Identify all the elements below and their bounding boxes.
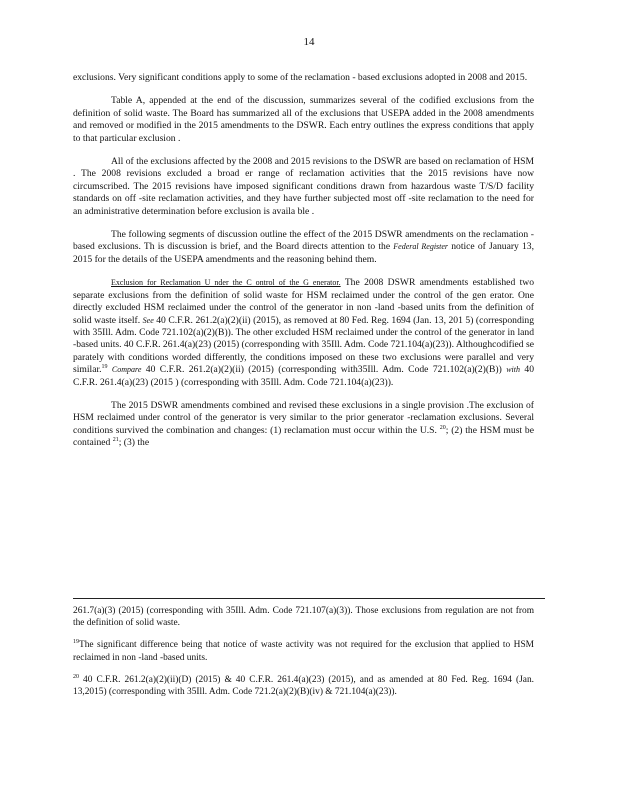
paragraph-6 [73, 400, 534, 450]
p5-text-d: 40 C.F.R. 261.4(a)(23) (2015 ) (corresponding with 35Ill. Adm. Code 721.104(a)(23)). [73, 364, 534, 388]
p5-text-a: The 2008 DSWR amendments established two separate exclusions from the definition of solid waste for HSM reclaimed under the control of the gen erator. One directly excluded HSM reclaimed under the control of the generator in non -land -based units from the definition of solid waste itself. [73, 277, 534, 326]
paragraph-5 [73, 277, 534, 389]
footnote-ref-20: 20 [439, 424, 446, 431]
footnote-19-text: The significant difference being that notice of waste activity was not required for the exclusion that applied to HSM reclaimed in non -land -based units. [73, 640, 534, 663]
p6-text-a: The 2015 DSWR amendments combined and revised these exclusions in a single provision .The exclusion of HSM reclaimed under control of the generator is very similar to the prior generator -reclamation exclusions. Several conditions survived the combination and changes: (1) reclamation must occur within the U.S. [73, 399, 534, 436]
section-heading: Exclusion for Reclamation U nder the C ontrol of the G enerator. [111, 278, 341, 288]
footnote-continuation: 261.7(a)(3) (2015) (corresponding with 35Ill. Adm. Code 721.107(a)(3)). Those exclusions from regulation are not from the definition of solid waste. [73, 606, 534, 629]
compare-signal: Compare [111, 365, 142, 375]
p4-text-b: notice of January 13, 2015 for the details of the USEPA amendments and the reasoning behind them. [73, 241, 534, 265]
see-signal: See [142, 315, 154, 325]
footnote-20 [73, 674, 534, 698]
footnote-divider [73, 598, 545, 599]
footnotes [73, 605, 534, 708]
paragraph-1: exclusions. Very significant conditions apply to some of the reclamation - based exclusions adopted in 2008 and 2015. [73, 72, 528, 83]
federal-register-citation: Federal Register [393, 242, 449, 252]
footnote-ref-19: 19 [101, 363, 108, 370]
with-signal: with [506, 365, 520, 375]
p5-text-c: 40 C.F.R. 261.2(a)(2)(ii) (2015) (corresponding with35Ill. Adm. Code 721.102(a)(2)(B)) [141, 364, 507, 376]
p6-text-b: ; (2) the HSM must be contained [73, 424, 534, 449]
footnote-19-number: 19 [73, 639, 79, 646]
p5-text-b: 40 C.F.R. 261.2(a)(2)(ii) (2015), as removed at 80 Fed. Reg. 1694 (Jan. 13, 201 5) (corresponding with 35Ill. Adm. Code 721.102(a)(2)(B)). The other excluded HSM reclaimed under the control of the generator in land -based units. 40 C.F.R. 261.4(a)(23) (2015) (corresponding with 35Ill. Adm. Code 721.104(a)(23)). Althoughcodified se parately with conditions worded differently, the conditions imposed on these two exclusions were parallel and very similar. [73, 314, 534, 376]
p4-text-a: The following segments of discussion outline the effect of the 2015 DSWR amendments on the reclamation -based exclusions. Th is discussion is brief, and the Board directs attention to the [73, 229, 534, 253]
body-text [73, 72, 534, 461]
footnote-19 [73, 639, 534, 663]
p6-text-c: ; (3) the [118, 437, 150, 449]
footnote-20-number: 20 [73, 673, 79, 680]
paragraph-2: Table A, appended at the end of the discussion, summarizes several of the codified exclusions from the definition of solid waste. The Board has summarized all of the exclusions that USEPA added in the 2008 amendments and removed or modified in the 2015 amendments to the DSWR. Each entry outlines the express conditions that apply to that particular exclusion . [73, 95, 534, 144]
page-number: 14 [303, 36, 315, 48]
footnote-ref-21: 21 [112, 436, 119, 443]
paragraph-4 [73, 229, 534, 266]
footnote-20-text: 40 C.F.R. 261.2(a)(2)(ii)(D) (2015) & 40 C.F.R. 261.4(a)(23) (2015), and as amended at 80 Fed. Reg. 1694 (Jan. 13,2015) (corresponding with 35Ill. Adm. Code 721.2(a)(2)(B)(iv) & 721.104(a)(23)). [73, 674, 535, 698]
paragraph-3: All of the exclusions affected by the 2008 and 2015 revisions to the DSWR are based on reclamation of HSM . The 2008 revisions excluded a broad er range of reclamation activities that the 2015 revisions have now circumscribed. The 2015 revisions have imposed significant conditions drawn from hazardous waste T/S/D facility standards on off -site reclamation activities, and they have further subjected most off -site reclamation to the need for an administrative determination before exclusion is availa ble . [73, 156, 534, 217]
